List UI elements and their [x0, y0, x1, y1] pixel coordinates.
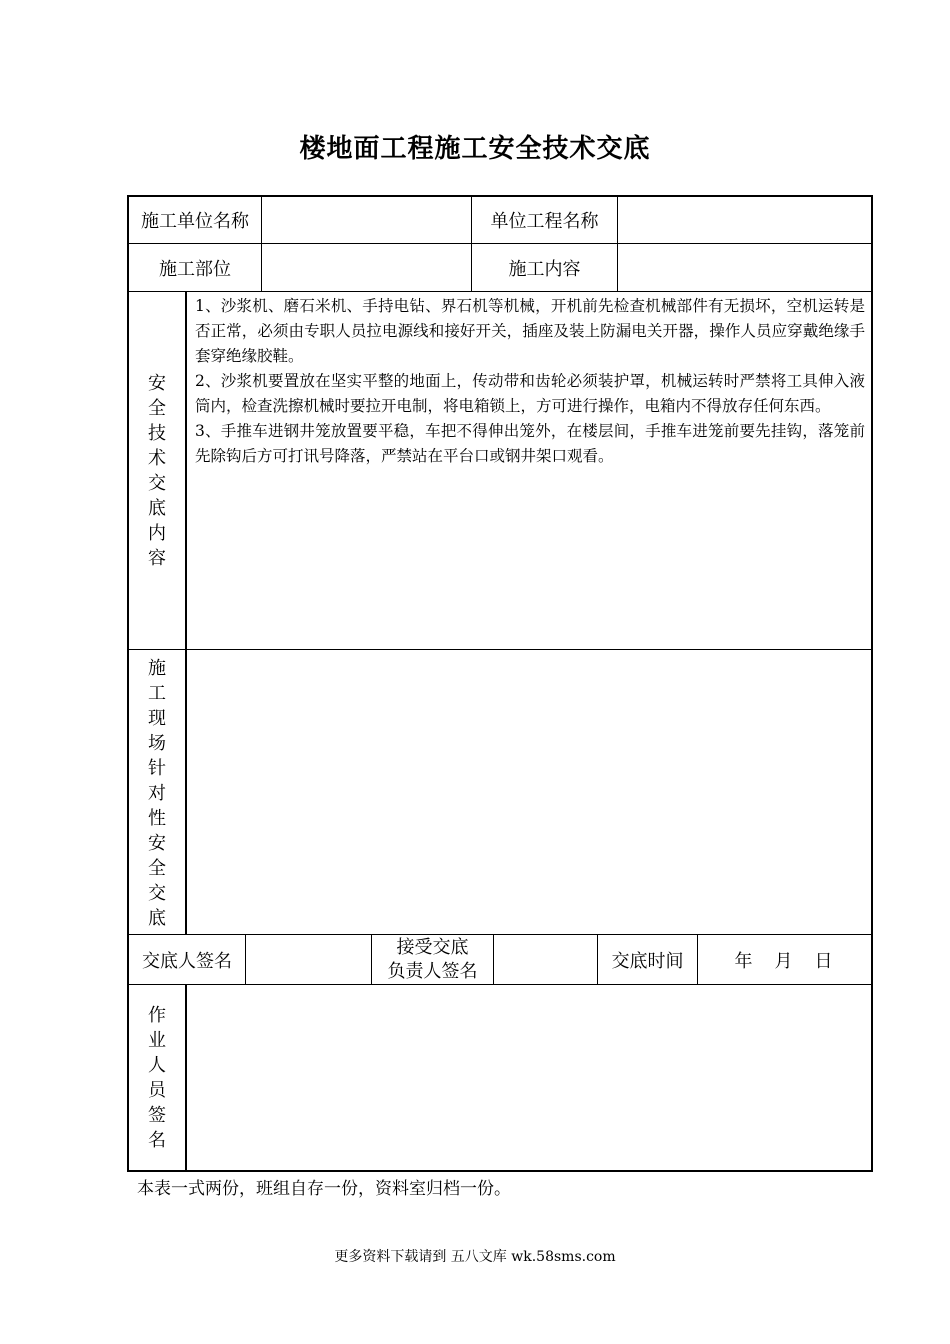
row-divider — [127, 291, 873, 292]
safety-item: 1、沙浆机、磨石米机、手持电钻、界石机等机械，开机前先检查机械部件有无损坏，空机运转是否正常，必须由专职人员拉电源线和接好开关，插座及装上防漏电关开器，操作人员应穿戴绝缘手套穿绝缘胶鞋。 — [195, 297, 865, 365]
worker-signature-area[interactable] — [187, 985, 871, 1170]
unit-name-label: 施工单位名称 — [141, 211, 249, 232]
label-char: 施 — [148, 658, 166, 679]
footnote: 本表一式两份，班组自存一份，资料室归档一份。 — [137, 1179, 511, 1199]
safety-section-label — [129, 371, 185, 571]
part-label: 施工部位 — [159, 258, 231, 280]
label-char: 全 — [148, 858, 166, 879]
content-label: 施工内容 — [508, 258, 581, 280]
label-char: 全 — [148, 398, 166, 419]
site-section-label — [129, 656, 185, 931]
receiver-signature-field[interactable] — [494, 935, 597, 984]
table-border-bottom — [127, 1170, 873, 1172]
label-char: 性 — [148, 808, 166, 829]
content-field[interactable] — [618, 244, 871, 291]
safety-content — [195, 294, 865, 469]
label-char: 签 — [148, 1105, 166, 1126]
label-char: 内 — [148, 523, 166, 544]
label-char: 名 — [148, 1130, 166, 1151]
label-char: 交 — [148, 883, 166, 904]
label-char: 底 — [148, 908, 166, 929]
label-char: 针 — [148, 758, 166, 779]
site-content-area[interactable] — [187, 650, 871, 934]
label-char: 安 — [148, 833, 166, 854]
project-name-field[interactable] — [618, 197, 871, 243]
label-char: 业 — [148, 1030, 166, 1051]
discloser-signature-field[interactable] — [246, 935, 371, 984]
label-char: 人 — [148, 1055, 166, 1076]
table-border-right — [871, 195, 873, 1172]
label-char: 现 — [148, 708, 166, 729]
label-char: 安 — [148, 373, 166, 394]
label-char: 容 — [148, 548, 166, 569]
label-char: 交 — [148, 473, 166, 494]
safety-item: 2、沙浆机要置放在坚实平整的地面上，传动带和齿轮必须装护罩，机械运转时严禁将工具伸入液筒内，检查洗擦机械时要拉开电制，将电箱锁上，方可进行操作，电箱内不得放存任何东西。 — [195, 372, 865, 415]
project-name-label: 单位工程名称 — [490, 211, 599, 232]
worker-section-label — [129, 1003, 185, 1153]
part-field[interactable] — [262, 244, 471, 291]
page-title: 楼地面工程施工安全技术交底 — [299, 134, 651, 164]
label-char: 对 — [148, 783, 166, 804]
label-char: 作 — [148, 1005, 166, 1026]
date-field[interactable]: 年 月 日 — [734, 950, 835, 972]
unit-name-field[interactable] — [262, 197, 471, 243]
safety-item: 3、手推车进钢井笼放置要平稳，车把不得伸出笼外，在楼层间，手推车进笼前要先挂钩，落笼前先除钩后方可打讯号降落，严禁站在平台口或钢井架口观看。 — [195, 422, 865, 465]
label-char: 底 — [148, 498, 166, 519]
label-char: 场 — [148, 733, 166, 754]
receiver-label-line1: 接受交底 — [396, 936, 469, 958]
time-label: 交底时间 — [611, 950, 684, 972]
footer-link[interactable]: 更多资料下载请到 五八文库 wk.58sms.com — [334, 1249, 616, 1265]
receiver-label — [372, 935, 493, 984]
receiver-label-line2: 负责人签名 — [387, 960, 478, 982]
label-char: 技 — [148, 423, 166, 444]
label-char: 工 — [148, 683, 166, 704]
discloser-label: 交底人签名 — [142, 950, 232, 972]
label-char: 术 — [148, 448, 166, 469]
label-char: 员 — [148, 1080, 166, 1101]
